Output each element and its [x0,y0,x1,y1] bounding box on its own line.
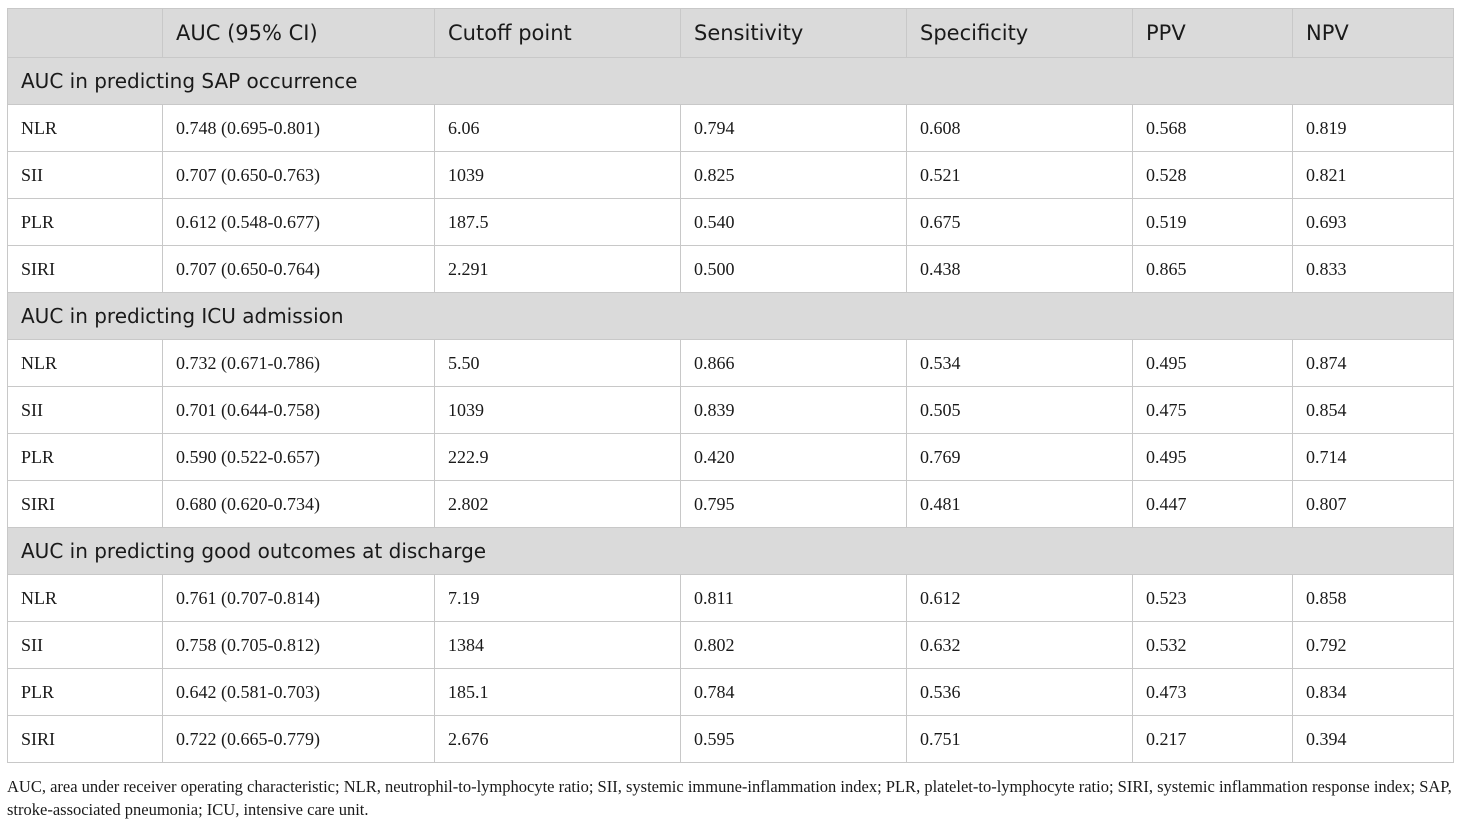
cell-ppv: 0.523 [1133,575,1293,622]
cell-cutoff: 1039 [435,152,681,199]
cell-metric: SIRI [8,716,163,763]
cell-auc-ci: 0.732 (0.671-0.786) [163,340,435,387]
cell-specificity: 0.505 [907,387,1133,434]
table-row [8,434,1454,481]
header-cutoff: Cutoff point [435,9,681,58]
cell-auc-ci: 0.748 (0.695-0.801) [163,105,435,152]
cell-ppv: 0.495 [1133,340,1293,387]
cell-auc-ci: 0.707 (0.650-0.763) [163,152,435,199]
cell-cutoff: 6.06 [435,105,681,152]
cell-cutoff: 2.676 [435,716,681,763]
header-row [8,9,1454,58]
group-header-row [8,528,1454,575]
cell-sensitivity: 0.540 [681,199,907,246]
cell-auc-ci: 0.707 (0.650-0.764) [163,246,435,293]
cell-sensitivity: 0.794 [681,105,907,152]
cell-specificity: 0.675 [907,199,1133,246]
cell-auc-ci: 0.590 (0.522-0.657) [163,434,435,481]
cell-sensitivity: 0.802 [681,622,907,669]
cell-cutoff: 1039 [435,387,681,434]
cell-sensitivity: 0.595 [681,716,907,763]
cell-npv: 0.858 [1293,575,1454,622]
table-row [8,481,1454,528]
cell-npv: 0.693 [1293,199,1454,246]
cell-npv: 0.807 [1293,481,1454,528]
group-title: AUC in predicting good outcomes at discharge [8,528,1454,575]
cell-auc-ci: 0.758 (0.705-0.812) [163,622,435,669]
cell-auc-ci: 0.642 (0.581-0.703) [163,669,435,716]
cell-cutoff: 1384 [435,622,681,669]
cell-npv: 0.833 [1293,246,1454,293]
cell-sensitivity: 0.866 [681,340,907,387]
cell-sensitivity: 0.784 [681,669,907,716]
cell-cutoff: 7.19 [435,575,681,622]
cell-ppv: 0.495 [1133,434,1293,481]
cell-cutoff: 187.5 [435,199,681,246]
cell-metric: SII [8,622,163,669]
cell-ppv: 0.473 [1133,669,1293,716]
cell-sensitivity: 0.811 [681,575,907,622]
group-title: AUC in predicting ICU admission [8,293,1454,340]
cell-metric: PLR [8,434,163,481]
cell-sensitivity: 0.825 [681,152,907,199]
header-specificity: Specificity [907,9,1133,58]
cell-sensitivity: 0.795 [681,481,907,528]
cell-ppv: 0.217 [1133,716,1293,763]
cell-metric: PLR [8,199,163,246]
cell-auc-ci: 0.722 (0.665-0.779) [163,716,435,763]
cell-auc-ci: 0.761 (0.707-0.814) [163,575,435,622]
cell-sensitivity: 0.500 [681,246,907,293]
cell-specificity: 0.751 [907,716,1133,763]
cell-metric: NLR [8,575,163,622]
cell-npv: 0.714 [1293,434,1454,481]
table-footnote: AUC, area under receiver operating characteristic; NLR, neutrophil-to-lymphocyte ratio; SII, systemic immune-inflammation index; PLR, platelet-to-lymphocyte ratio; SIRI, systemic inflammation response index; SAP, stroke-associated pneumonia; ICU, intensive care unit. [7,777,1452,819]
cell-cutoff: 2.802 [435,481,681,528]
group-title: AUC in predicting SAP occurrence [8,58,1454,105]
cell-npv: 0.819 [1293,105,1454,152]
table-row [8,246,1454,293]
header-sensitivity: Sensitivity [681,9,907,58]
table-row [8,152,1454,199]
cell-metric: SIRI [8,246,163,293]
cell-npv: 0.792 [1293,622,1454,669]
cell-sensitivity: 0.420 [681,434,907,481]
cell-specificity: 0.612 [907,575,1133,622]
cell-cutoff: 5.50 [435,340,681,387]
cell-specificity: 0.438 [907,246,1133,293]
cell-npv: 0.854 [1293,387,1454,434]
cell-specificity: 0.536 [907,669,1133,716]
cell-ppv: 0.519 [1133,199,1293,246]
header-auc: AUC (95% CI) [163,9,435,58]
cell-auc-ci: 0.680 (0.620-0.734) [163,481,435,528]
cell-metric: SIRI [8,481,163,528]
table-row [8,199,1454,246]
group-header-row [8,293,1454,340]
cell-metric: SII [8,387,163,434]
header-npv: NPV [1293,9,1454,58]
cell-specificity: 0.608 [907,105,1133,152]
cell-ppv: 0.528 [1133,152,1293,199]
cell-cutoff: 185.1 [435,669,681,716]
table-row [8,105,1454,152]
cell-specificity: 0.534 [907,340,1133,387]
cell-cutoff: 222.9 [435,434,681,481]
table-row [8,387,1454,434]
cell-ppv: 0.475 [1133,387,1293,434]
results-table [7,8,1454,763]
cell-specificity: 0.521 [907,152,1133,199]
table-row [8,575,1454,622]
group-header-row [8,58,1454,105]
cell-ppv: 0.865 [1133,246,1293,293]
cell-npv: 0.834 [1293,669,1454,716]
cell-auc-ci: 0.701 (0.644-0.758) [163,387,435,434]
cell-specificity: 0.769 [907,434,1133,481]
cell-sensitivity: 0.839 [681,387,907,434]
cell-metric: NLR [8,340,163,387]
table-row [8,622,1454,669]
cell-npv: 0.874 [1293,340,1454,387]
header-metric [8,9,163,58]
cell-npv: 0.821 [1293,152,1454,199]
cell-specificity: 0.481 [907,481,1133,528]
table-row [8,669,1454,716]
cell-metric: PLR [8,669,163,716]
cell-metric: SII [8,152,163,199]
cell-ppv: 0.447 [1133,481,1293,528]
table-body [8,58,1454,763]
table-row [8,340,1454,387]
cell-cutoff: 2.291 [435,246,681,293]
cell-ppv: 0.532 [1133,622,1293,669]
cell-auc-ci: 0.612 (0.548-0.677) [163,199,435,246]
cell-npv: 0.394 [1293,716,1454,763]
header-ppv: PPV [1133,9,1293,58]
table-row [8,716,1454,763]
cell-metric: NLR [8,105,163,152]
cell-specificity: 0.632 [907,622,1133,669]
cell-ppv: 0.568 [1133,105,1293,152]
